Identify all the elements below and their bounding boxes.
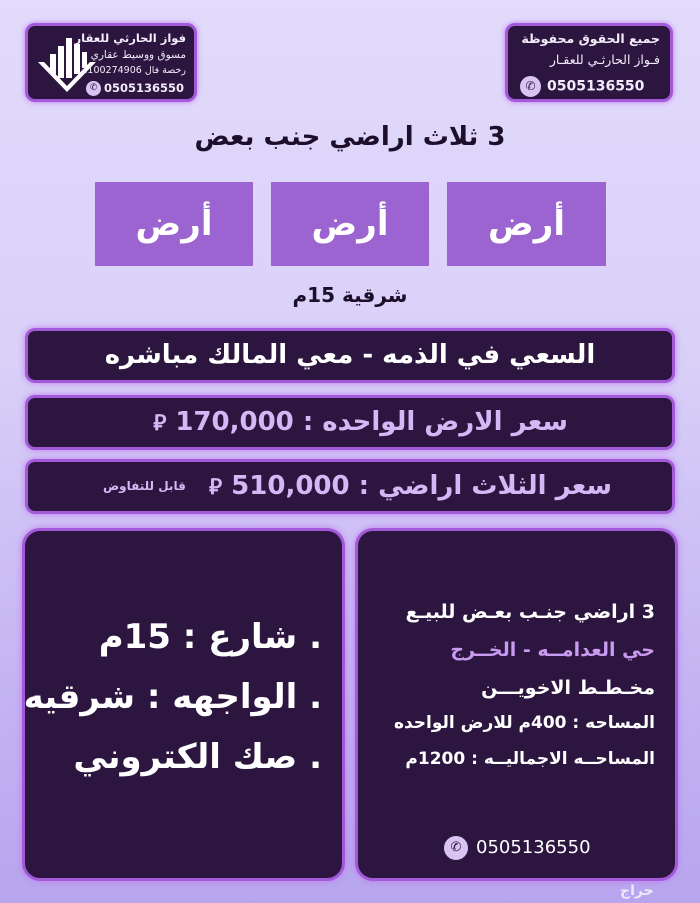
single-price-value: سعر الارض الواحده : 170,000 (175, 407, 568, 437)
agency-name: فواز الحارثي للعقار (74, 31, 186, 45)
haraj-watermark: حراج (620, 883, 654, 899)
phone-number: 0505136550 (104, 81, 185, 95)
details-panel (355, 528, 678, 881)
features-panel (22, 528, 345, 881)
feature-facade: . الواجهه : شرقيه (23, 677, 322, 717)
agency-card (25, 23, 197, 102)
riyal-icon: ⃁ (209, 475, 223, 500)
rights-text: جميع الحقوق محفوظة (521, 31, 660, 46)
rights-phone[interactable] (520, 76, 644, 97)
total-price-value: سعر الثلاث اراضي : 510,000 (231, 471, 612, 501)
phone-icon: ✆ (86, 81, 101, 96)
total-price-bar (25, 459, 675, 514)
phone-number: 0505136550 (476, 837, 591, 858)
agency-phone[interactable] (86, 81, 186, 96)
license-number: رخصة فال 1100274906 (81, 65, 186, 76)
total-price-text (209, 462, 612, 512)
rights-card (505, 23, 673, 102)
land-tile-3: أرض (95, 182, 253, 266)
detail-total-area: المساحــه الاجماليــه : 1200م (405, 749, 655, 769)
feature-street: . شارع : 15م (98, 617, 322, 657)
page-title: 3 ثلاث اراضي جنب بعض (194, 122, 506, 152)
detail-district: حي العدامــه - الخــرج (450, 639, 655, 661)
phone-icon: ✆ (520, 76, 541, 97)
negotiable-note: قابل للتفاوض (103, 479, 186, 493)
riyal-icon: ⃁ (153, 411, 167, 436)
land-tile-2: أرض (271, 182, 429, 266)
orientation-label: شرقية 15م (292, 283, 408, 307)
phone-icon: ✆ (444, 836, 468, 860)
owner-name: فـواز الحارثـي للعقـار (549, 52, 660, 67)
phone-number: 0505136550 (547, 78, 645, 95)
single-price-text (153, 398, 568, 448)
land-tile-1: أرض (447, 182, 606, 266)
contact-phone[interactable] (444, 836, 591, 860)
commission-bar: السعي في الذمه - معي المالك مباشره (25, 328, 675, 383)
agency-role: مسوق ووسيط عقاري (90, 49, 186, 61)
feature-deed: . صك الكتروني (73, 737, 322, 777)
detail-headline: 3 اراضي جنـب بعـض للبيـع (405, 601, 655, 623)
detail-area: المساحه : 400م للارض الواحده (393, 713, 655, 733)
single-price-bar (25, 395, 675, 450)
detail-plan: مخـطـط الاخويـــن (481, 677, 655, 699)
